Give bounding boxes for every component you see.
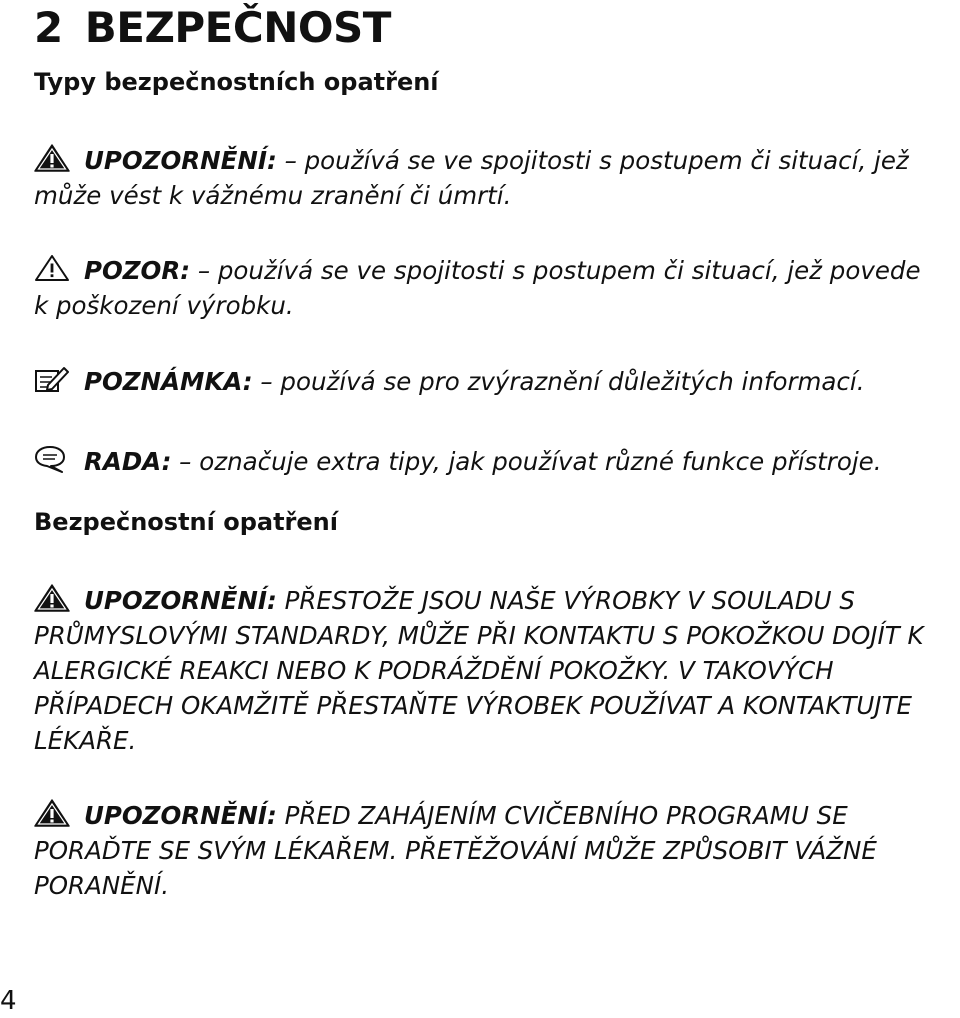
- warning-filled-icon: [34, 799, 70, 827]
- note-label: UPOZORNĚNÍ:: [84, 146, 277, 175]
- note-text: – používá se ve spojitosti s postupem či situací, jež může vést k vážnému zranění či úmrtí.: [34, 146, 909, 210]
- warning-text: PŘESTOŽE JSOU NAŠE VÝROBKY V SOULADU S PRŮMYSLOVÝMI STANDARDY, MŮŽE PŘI KONTAKTU S POKOŽKOU DOJÍT K ALERGICKÉ REAKCI NEBO K PODRÁŽDĚNÍ POKOŽKY. V TAKOVÝCH PŘÍPADECH OKAMŽITĚ PŘESTAŇTE VÝROBEK POUŽÍVAT A KONTAKTUJTE LÉKAŘE.: [34, 586, 924, 755]
- note-label: RADA:: [84, 447, 172, 476]
- note-text: – označuje extra tipy, jak používat různé funkce přístroje.: [171, 447, 882, 476]
- safety-warning-doctor: [34, 798, 934, 903]
- warning-label: UPOZORNĚNÍ:: [84, 586, 277, 615]
- section-heading-safety: Bezpečnostní opatření: [34, 508, 338, 536]
- note-caution: [34, 253, 934, 323]
- note-pencil-icon: [34, 365, 70, 393]
- tip-speech-bubble-icon: [34, 445, 70, 473]
- warning-text: PŘED ZAHÁJENÍM CVIČEBNÍHO PROGRAMU SE PORAĎTE SE SVÝM LÉKAŘEM. PŘETĚŽOVÁNÍ MŮŽE ZPŮSOBIT VÁŽNÉ PORANĚNÍ.: [34, 801, 877, 900]
- caution-outline-icon: [34, 254, 70, 282]
- section-heading-types: Typy bezpečnostních opatření: [34, 68, 439, 96]
- chapter-title: BEZPEČNOST: [84, 3, 391, 52]
- note-text: – používá se pro zvýraznění důležitých informací.: [252, 367, 865, 396]
- warning-filled-icon: [34, 584, 70, 612]
- note-warning: [34, 143, 934, 213]
- chapter-number: 2: [34, 3, 63, 52]
- note-tip: [34, 444, 934, 479]
- safety-warning-allergy: [34, 583, 934, 758]
- note-text: – používá se ve spojitosti s postupem či situací, jež povede k poškození výrobku.: [34, 256, 921, 320]
- page-number: 4: [0, 986, 17, 1016]
- note-info: [34, 364, 934, 399]
- note-label: POZNÁMKA:: [84, 367, 253, 396]
- chapter-heading: [34, 2, 391, 54]
- warning-filled-icon: [34, 144, 70, 172]
- note-label: POZOR:: [84, 256, 191, 285]
- warning-label: UPOZORNĚNÍ:: [84, 801, 277, 830]
